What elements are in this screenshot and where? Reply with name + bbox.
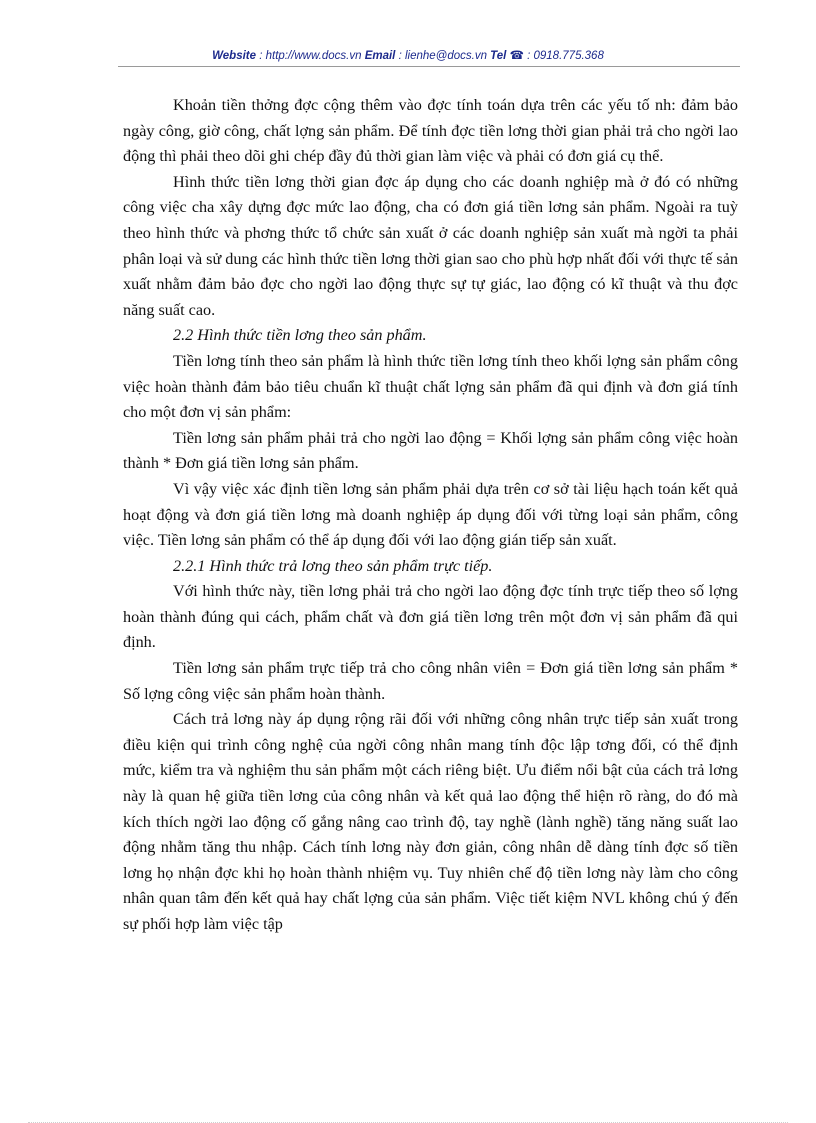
section-heading: 2.2.1 Hình thức trả lơng theo sản phẩm trực tiếp. bbox=[173, 556, 493, 575]
email-separator: : bbox=[395, 50, 405, 62]
paragraph: Hình thức tiền lơng thời gian đợc áp dụng cho các doanh nghiệp mà ở đó có những công việc cha xây dựng đợc mức lao động, cha có đơn giá tiền lơng sản phẩm. Ngoài ra tuỳ theo hình thức và phơng thức tổ chức sản xuất ở các doanh nghiệp sản xuất mà ngời ta phải phân loại và sử dung các hình thức tiền lơng thời gian sao cho phù hợp nhất đối với thực tế sản xuất nhằm đảm bảo đợc cho ngời lao động thực sự tự giác, lao động có kĩ thuật và thu đợc năng suất cao. bbox=[123, 172, 738, 319]
tel-number: 0918.775.368 bbox=[533, 50, 604, 62]
paragraph: Khoản tiền thởng đợc cộng thêm vào đợc tính toán dựa trên các yếu tố nh: đảm bảo ngày công, giờ công, chất lợng sản phẩm. Để tính đợc tiền lơng thời gian phải trả cho ngời lao động thì phải theo dõi ghi chép đầy đủ thời gian làm việc và phải có đơn giá cụ thể. bbox=[123, 96, 738, 166]
paragraph: Tiền lơng tính theo sản phẩm là hình thức tiền lơng tính theo khối lợng sản phẩm công việc hoàn thành đảm bảo tiêu chuẩn kĩ thuật chất lợng sản phẩm đã qui định và đơn giá tính cho một đơn vị sản phẩm: bbox=[123, 351, 738, 422]
document-body bbox=[123, 93, 738, 938]
website-separator: : bbox=[256, 50, 266, 62]
page-header bbox=[0, 48, 816, 62]
paragraph: Vì vậy việc xác định tiền lơng sản phẩm phải dựa trên cơ sở tài liệu hạch toán kết quả hoạt động và đơn giá tiền lơng mà doanh nghiệp áp dụng đối với từng loại sản phẩm, công việc. Tiền lơng sản phẩm có thể áp dụng đối với lao động gián tiếp sản xuất. bbox=[123, 479, 738, 550]
paragraph: Cách trả lơng này áp dụng rộng rãi đối với những công nhân trực tiếp sản xuất trong điều kiện qui trình công nghệ của ngời công nhân mang tính độc lập tơng đối, có thể định mức, kiểm tra và nghiệm thu sản phẩm một cách riêng biệt. Ưu điểm nổi bật của cách trả lơng này là quan hệ giữa tiền lơng của công nhân và kết quả lao động thể hiện rõ ràng, do đó mà kích thích ngời lao động cố gắng nâng cao trình độ, tay nghề (lành nghề) tăng năng suất lao động nhằm tăng thu nhập. Cách tính lơng này đơn giản, công nhân dễ dàng tính đợc số tiền lơng họ nhận đợc khi họ hoàn thành nhiệm vụ. Tuy nhiên chế độ tiền lơng này làm cho công nhân quan tâm đến kết quả hay chất lợng của sản phẩm. Việc tiết kiệm NVL không chú ý đến sự phối hợp làm việc tập bbox=[123, 710, 738, 933]
phone-icon: ☎ bbox=[509, 50, 524, 62]
section-heading: 2.2 Hình thức tiền lơng theo sản phẩm. bbox=[173, 326, 427, 345]
paragraph: Tiền lơng sản phẩm trực tiếp trả cho công nhân viên = Đơn giá tiền lơng sản phẩm * Số lợng công việc sản phẩm hoàn thành. bbox=[123, 659, 738, 703]
website-link[interactable]: http://www.docs.vn bbox=[265, 50, 362, 62]
header-divider bbox=[118, 66, 740, 67]
email-label: Email bbox=[364, 50, 396, 62]
paragraph: Tiền lơng sản phẩm phải trả cho ngời lao động = Khối lợng sản phẩm công việc hoàn thành * Đơn giá tiền lơng sản phẩm. bbox=[123, 428, 738, 473]
email-link[interactable]: lienhe@docs.vn bbox=[404, 50, 487, 62]
tel-separator: : bbox=[523, 50, 534, 62]
website-label: Website bbox=[212, 50, 257, 62]
tel-label: Tel bbox=[490, 50, 507, 62]
paragraph: Với hình thức này, tiền lơng phải trả cho ngời lao động đợc tính trực tiếp theo số lợng hoàn thành đúng qui cách, phẩm chất và đơn giá tiền lơng trên một đơn vị sản phẩm đã qui định. bbox=[123, 582, 738, 652]
